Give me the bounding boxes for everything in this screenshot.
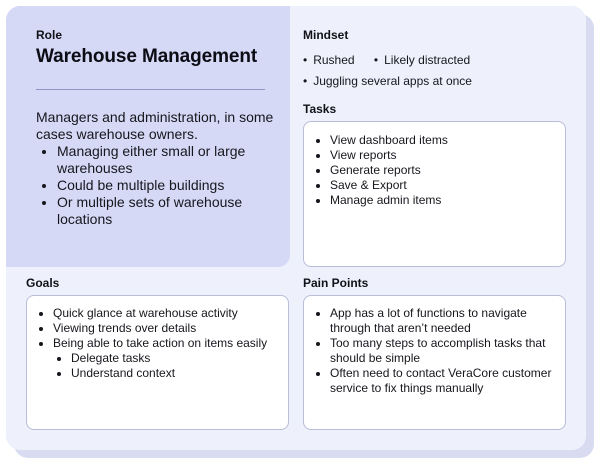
role-bullet: • Could be multiple buildings [57,177,286,194]
task-item: • Generate reports [330,163,559,178]
pain-points-list [308,306,559,396]
role-bullet: • Or multiple sets of warehouse locations [57,194,286,228]
goals-list [31,306,282,381]
goal-sub-item: • Understand context [71,366,282,381]
task-item: • Save & Export [330,178,559,193]
mindset-item: • Juggling several apps at once [303,74,472,88]
goal-sub-list [53,351,282,381]
goals-box [26,295,289,430]
task-item: • View reports [330,148,559,163]
role-bullet: • Managing either small or large warehouses [57,143,286,177]
tasks-label: Tasks [303,102,337,116]
mindset-row [303,71,486,92]
pain-points-label: Pain Points [303,276,369,290]
mindset-item: • Likely distracted [373,53,471,67]
goal-item: • Viewing trends over details [53,321,282,336]
persona-card [6,6,586,450]
role-label: Role [36,28,63,42]
task-item: • Manage admin items [330,193,559,208]
role-divider [36,89,265,90]
role-description: Managers and administration, in some cases warehouse owners. [36,109,274,142]
tasks-box [303,121,566,267]
pain-points-box [303,295,566,430]
pain-point-item: • Too many steps to accomplish tasks that should be simple [330,336,559,366]
pain-point-item: • App has a lot of functions to navigate through that aren’t needed [330,306,559,336]
mindset-item: • Rushed [303,53,355,67]
role-bullet-list [36,143,286,228]
goal-item: • Being able to take action on items easily • Delegate tasks • Understand context [53,336,282,381]
role-description-block [36,109,286,228]
goal-sub-item: • Delegate tasks [71,351,282,366]
task-item: • View dashboard items [330,133,559,148]
pain-point-item: • Often need to contact VeraCore customer service to fix things manually [330,366,559,396]
mindset-label: Mindset [303,28,349,42]
mindset-list [303,50,486,92]
goals-label: Goals [26,276,60,290]
mindset-row [303,50,486,71]
goal-item: • Quick glance at warehouse activity [53,306,282,321]
tasks-list [308,133,559,208]
role-title: Warehouse Management [36,46,258,67]
